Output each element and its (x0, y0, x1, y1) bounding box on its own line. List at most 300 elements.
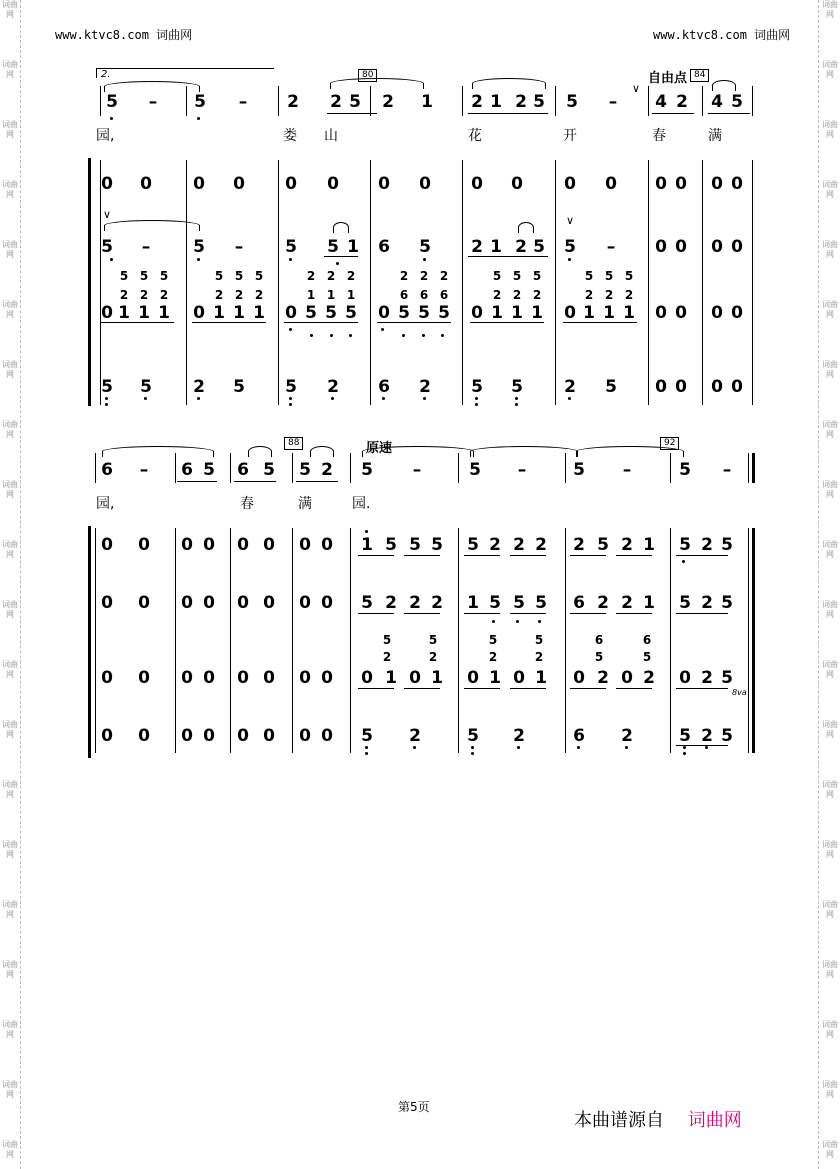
part4-note: 0 (181, 726, 193, 746)
lyric-syllable: 花 (468, 128, 482, 144)
part3-note: 0 (675, 303, 687, 323)
watermark-glyphs: 词曲网 (822, 1080, 838, 1099)
part1-note: 0 (675, 174, 687, 194)
octave-dot (423, 258, 426, 261)
beam (570, 688, 606, 689)
slur (470, 446, 578, 457)
chord-upper: 5 (214, 269, 224, 283)
slur (362, 446, 474, 457)
barline (752, 160, 753, 405)
part2-note: – (234, 237, 244, 257)
part2-note: 5 (419, 237, 431, 257)
octave-dot (577, 746, 580, 749)
barline (565, 528, 566, 753)
part1-note: 0 (511, 174, 523, 194)
part3-note: 1 (118, 303, 130, 323)
barline (350, 453, 351, 483)
part1-note: 0 (655, 174, 667, 194)
lyric-syllable: 满 (298, 496, 312, 512)
part4-note: 2 (513, 726, 525, 746)
part4-note: 0 (263, 726, 275, 746)
beam (652, 113, 694, 114)
part3-note: 0 (138, 668, 150, 688)
part1-note: 0 (263, 535, 275, 555)
melody-note: – (238, 92, 248, 112)
volta-hook (96, 68, 97, 78)
part4-note: 0 (237, 726, 249, 746)
breath-mark: ∨ (566, 214, 575, 227)
melody-note: 5 (194, 92, 206, 112)
part4-note: 2 (409, 726, 421, 746)
rehearsal-mark: 92 (660, 437, 679, 450)
barline (292, 528, 293, 753)
octave-dot (568, 397, 571, 400)
chord-middle: 2 (382, 650, 392, 664)
beam (100, 322, 174, 323)
part4-note: 0 (138, 726, 150, 746)
beam (464, 555, 500, 556)
part1-note: 0 (193, 174, 205, 194)
octave-dot (365, 746, 368, 749)
part2-note: 6 (573, 593, 585, 613)
beam (324, 256, 358, 257)
part3-note: 1 (511, 303, 523, 323)
octave-dot (475, 397, 478, 400)
part4-note: 0 (321, 726, 333, 746)
part4-note: 2 (701, 726, 713, 746)
part2-note: 5 (721, 593, 733, 613)
watermark-glyphs: 词曲网 (2, 600, 18, 619)
barline (370, 160, 371, 405)
watermark-glyphs: 词曲网 (822, 840, 838, 859)
octave-dot (105, 397, 108, 400)
part1-note: 0 (101, 535, 113, 555)
part1-note: 2 (573, 535, 585, 555)
part2-note: 6 (378, 237, 390, 257)
part1-note: 2 (701, 535, 713, 555)
watermark-glyphs: 词曲网 (2, 840, 18, 859)
part3-note: 2 (597, 668, 609, 688)
part4-note: 0 (101, 726, 113, 746)
part3-note: 0 (101, 303, 113, 323)
chord-middle: 6 (439, 288, 449, 302)
slur (576, 446, 684, 457)
part3-note: 1 (158, 303, 170, 323)
part3-note: 0 (378, 303, 390, 323)
beam (358, 555, 394, 556)
melody-note: 2 (321, 460, 333, 480)
part1-note: 0 (285, 174, 297, 194)
beam (570, 555, 606, 556)
melody-note: 5 (469, 460, 481, 480)
beam (327, 113, 377, 114)
chord-middle: 2 (492, 288, 502, 302)
header-left-site[interactable]: www.ktvc8.com 词曲网 (55, 28, 193, 42)
beam (377, 322, 451, 323)
beam (358, 688, 394, 689)
watermark-glyphs: 词曲网 (822, 480, 838, 499)
watermark-glyphs: 词曲网 (2, 960, 18, 979)
part1-note: 5 (431, 535, 443, 555)
barline (702, 160, 703, 405)
part3-note: 0 (409, 668, 421, 688)
octave-dot (517, 746, 520, 749)
melody-note: 6 (101, 460, 113, 480)
volta-line (96, 68, 274, 69)
part3-note: 1 (491, 303, 503, 323)
beam (234, 481, 276, 482)
octave-dot (382, 397, 385, 400)
part1-note: 2 (621, 535, 633, 555)
part1-note: 2 (489, 535, 501, 555)
chord-upper: 5 (234, 269, 244, 283)
part3-note: 0 (285, 303, 297, 323)
barline (462, 160, 463, 405)
chord-middle: 5 (642, 650, 652, 664)
watermark-glyphs: 词曲网 (822, 900, 838, 919)
part1-note: 5 (409, 535, 421, 555)
part3-note: 0 (101, 668, 113, 688)
chord-upper: 5 (488, 633, 498, 647)
rehearsal-mark: 80 (358, 69, 377, 82)
part2-note: 5 (489, 593, 501, 613)
watermark-glyphs: 词曲网 (822, 1140, 838, 1159)
part2-note: 1 (347, 237, 359, 257)
octave-dot (310, 334, 313, 337)
beam (296, 481, 338, 482)
chord-upper: 5 (492, 269, 502, 283)
watermark-glyphs: 词曲网 (822, 360, 838, 379)
octave-dot (110, 117, 113, 120)
chord-middle: 2 (119, 288, 129, 302)
melody-note: 5 (263, 460, 275, 480)
part2-note: 5 (101, 237, 113, 257)
watermark-glyphs: 词曲网 (822, 780, 838, 799)
page-number: 第5页 (398, 1100, 430, 1114)
chord-upper: 2 (306, 269, 316, 283)
melody-note: 5 (533, 92, 545, 112)
barline (555, 160, 556, 405)
chord-upper: 6 (642, 633, 652, 647)
watermark-glyphs: 词曲网 (2, 1140, 18, 1159)
beam (404, 688, 440, 689)
part2-note: 2 (597, 593, 609, 613)
part3-note: 5 (325, 303, 337, 323)
beam (676, 555, 728, 556)
beam (464, 688, 500, 689)
part3-note: 1 (138, 303, 150, 323)
breath-mark: ∨ (103, 208, 112, 221)
chord-middle: 2 (534, 650, 544, 664)
chord-middle: 2 (488, 650, 498, 664)
tempo-original: 原速 (366, 441, 393, 456)
part4-note: 5 (511, 377, 523, 397)
part2-note: 1 (643, 593, 655, 613)
watermark-glyphs: 词曲网 (2, 60, 18, 79)
melody-note: 2 (330, 92, 342, 112)
barline (702, 86, 703, 116)
barline (230, 528, 231, 753)
octave-dot (538, 620, 541, 623)
part2-note: 0 (181, 593, 193, 613)
melody-note: 4 (655, 92, 667, 112)
part2-note: 0 (138, 593, 150, 613)
watermark-glyphs: 词曲网 (2, 780, 18, 799)
octave-dot (515, 403, 518, 406)
beam (563, 322, 637, 323)
part2-note: 0 (263, 593, 275, 613)
part2-note: 2 (621, 593, 633, 613)
barline (458, 453, 459, 483)
part3-note: 1 (233, 303, 245, 323)
beam (510, 555, 546, 556)
part1-note: 0 (564, 174, 576, 194)
part1-note: 0 (605, 174, 617, 194)
melody-note: 1 (490, 92, 502, 112)
melody-note: – (412, 460, 422, 480)
part4-note: 5 (467, 726, 479, 746)
barline (670, 528, 671, 753)
part3-note: 0 (621, 668, 633, 688)
watermark-glyphs: 词曲网 (822, 180, 838, 199)
watermark-glyphs: 词曲网 (2, 240, 18, 259)
chord-upper: 5 (604, 269, 614, 283)
watermark-glyphs: 词曲网 (822, 1020, 838, 1039)
part4-note: 0 (299, 726, 311, 746)
part2-note: 2 (471, 237, 483, 257)
chord-upper: 2 (439, 269, 449, 283)
part1-note: 0 (203, 535, 215, 555)
part2-note: – (141, 237, 151, 257)
part2-note: 0 (655, 237, 667, 257)
chord-upper: 6 (594, 633, 604, 647)
watermark-glyphs: 词曲网 (822, 600, 838, 619)
right-border-line (818, 0, 819, 1169)
part2-note: 2 (385, 593, 397, 613)
octave-dot (682, 560, 685, 563)
lyric-syllable: 开 (563, 128, 577, 144)
part1-note: 0 (471, 174, 483, 194)
slur (333, 222, 349, 233)
part3-note: 1 (603, 303, 615, 323)
part2-note: – (606, 237, 616, 257)
octave-dot (471, 746, 474, 749)
chord-upper: 5 (532, 269, 542, 283)
melody-note: 2 (471, 92, 483, 112)
part2-note: 5 (679, 593, 691, 613)
final-barline (752, 528, 755, 753)
octave-dot (422, 334, 425, 337)
octave-dot (349, 334, 352, 337)
octave-dot (475, 403, 478, 406)
melody-note: 5 (203, 460, 215, 480)
melody-note: 5 (349, 92, 361, 112)
watermark-glyphs: 词曲网 (822, 420, 838, 439)
part1-note: 0 (378, 174, 390, 194)
part3-note: 5 (398, 303, 410, 323)
lyric-syllable: 山 (324, 128, 338, 144)
part3-note: 1 (623, 303, 635, 323)
barline (565, 453, 566, 483)
chord-middle: 1 (306, 288, 316, 302)
watermark-glyphs: 词曲网 (2, 1020, 18, 1039)
part1-note: 0 (321, 535, 333, 555)
ottava-mark: 8va (732, 688, 747, 697)
slur (104, 220, 200, 231)
part2-note: 0 (203, 593, 215, 613)
chord-upper: 5 (512, 269, 522, 283)
beam (676, 745, 728, 746)
watermark-glyphs: 词曲网 (822, 660, 838, 679)
part2-note: 5 (361, 593, 373, 613)
lyric-syllable: 满 (708, 128, 722, 144)
beam (616, 613, 652, 614)
part3-note: 0 (471, 303, 483, 323)
part4-note: 5 (605, 377, 617, 397)
beam (470, 322, 544, 323)
part1-note: 1 (643, 535, 655, 555)
lyric-syllable: 春 (240, 496, 254, 512)
melody-note: 5 (679, 460, 691, 480)
part1-note: 0 (237, 535, 249, 555)
source-brand-link[interactable]: 词曲网 (687, 1110, 742, 1131)
octave-dot (492, 620, 495, 623)
beam (284, 322, 358, 323)
melody-note: 5 (106, 92, 118, 112)
part1-note: 0 (140, 174, 152, 194)
barline (95, 453, 96, 483)
octave-dot (197, 258, 200, 261)
part2-note: 5 (533, 237, 545, 257)
chord-middle: 5 (594, 650, 604, 664)
part3-note: 0 (731, 303, 743, 323)
barline (462, 86, 463, 116)
part4-note: 2 (621, 726, 633, 746)
barline (292, 453, 293, 483)
left-border-line (20, 0, 21, 1169)
part3-note: 0 (181, 668, 193, 688)
part4-note: 2 (564, 377, 576, 397)
chord-upper: 5 (382, 633, 392, 647)
lyric-syllable: 娄 (283, 128, 297, 144)
part4-note: 5 (361, 726, 373, 746)
part1-note: 0 (299, 535, 311, 555)
octave-dot (110, 258, 113, 261)
part3-note: 0 (679, 668, 691, 688)
barline (175, 528, 176, 753)
part3-note: 0 (203, 668, 215, 688)
chord-upper: 2 (326, 269, 336, 283)
part3-note: 0 (237, 668, 249, 688)
volta-number: 2. (101, 69, 111, 80)
part2-note: 5 (564, 237, 576, 257)
part3-note: 0 (193, 303, 205, 323)
lyric-syllable: 园, (96, 496, 115, 512)
part2-note: 5 (513, 593, 525, 613)
header-right-site[interactable]: www.ktvc8.com 词曲网 (653, 28, 791, 42)
part4-note: 2 (193, 377, 205, 397)
barline (100, 86, 101, 116)
octave-dot (144, 397, 147, 400)
melody-note: 6 (237, 460, 249, 480)
part3-note: 5 (345, 303, 357, 323)
melody-note: 5 (299, 460, 311, 480)
part3-note: 0 (573, 668, 585, 688)
barline (175, 453, 176, 483)
part2-note: 1 (467, 593, 479, 613)
watermark-glyphs: 词曲网 (822, 0, 838, 19)
barline (555, 86, 556, 116)
part2-note: 1 (490, 237, 502, 257)
watermark-glyphs: 词曲网 (822, 540, 838, 559)
octave-dot (568, 258, 571, 261)
part3-note: 5 (438, 303, 450, 323)
part2-note: 2 (515, 237, 527, 257)
part3-note: 1 (253, 303, 265, 323)
chord-upper: 5 (159, 269, 169, 283)
chord-upper: 2 (346, 269, 356, 283)
slur (518, 222, 534, 233)
part1-note: 0 (181, 535, 193, 555)
part4-note: 5 (721, 726, 733, 746)
part2-note: 0 (237, 593, 249, 613)
part3-note: 2 (643, 668, 655, 688)
part1-note: 5 (385, 535, 397, 555)
beam (708, 113, 750, 114)
part2-note: 0 (321, 593, 333, 613)
octave-dot (365, 530, 368, 533)
watermark-glyphs: 词曲网 (822, 120, 838, 139)
part4-note: 6 (378, 377, 390, 397)
watermark-glyphs: 词曲网 (822, 300, 838, 319)
melody-note: – (622, 460, 632, 480)
watermark-glyphs: 词曲网 (2, 720, 18, 739)
barline (350, 528, 351, 753)
watermark-glyphs: 词曲网 (822, 960, 838, 979)
melody-note: 2 (287, 92, 299, 112)
part1-note: 0 (101, 174, 113, 194)
part1-note: 5 (721, 535, 733, 555)
part3-note: 0 (564, 303, 576, 323)
octave-dot (197, 117, 200, 120)
source-credit (574, 1106, 742, 1132)
melody-note: – (139, 460, 149, 480)
beam (676, 688, 728, 689)
lyric-syllable: 园, (96, 128, 115, 144)
octave-dot (331, 397, 334, 400)
barline (648, 160, 649, 405)
part1-note: 2 (513, 535, 525, 555)
melody-note: 5 (361, 460, 373, 480)
barline (670, 453, 671, 483)
part4-note: 5 (233, 377, 245, 397)
barline (748, 453, 749, 483)
octave-dot (365, 752, 368, 755)
part3-note: 1 (535, 668, 547, 688)
barline (95, 528, 96, 753)
part2-note: 0 (711, 237, 723, 257)
chord-upper: 5 (428, 633, 438, 647)
part4-note: 5 (285, 377, 297, 397)
part3-note: 0 (513, 668, 525, 688)
chord-upper: 2 (399, 269, 409, 283)
part3-note: 0 (711, 303, 723, 323)
barline (278, 160, 279, 405)
octave-dot (441, 334, 444, 337)
part3-note: 0 (467, 668, 479, 688)
melody-note: 2 (382, 92, 394, 112)
octave-dot (683, 746, 686, 749)
